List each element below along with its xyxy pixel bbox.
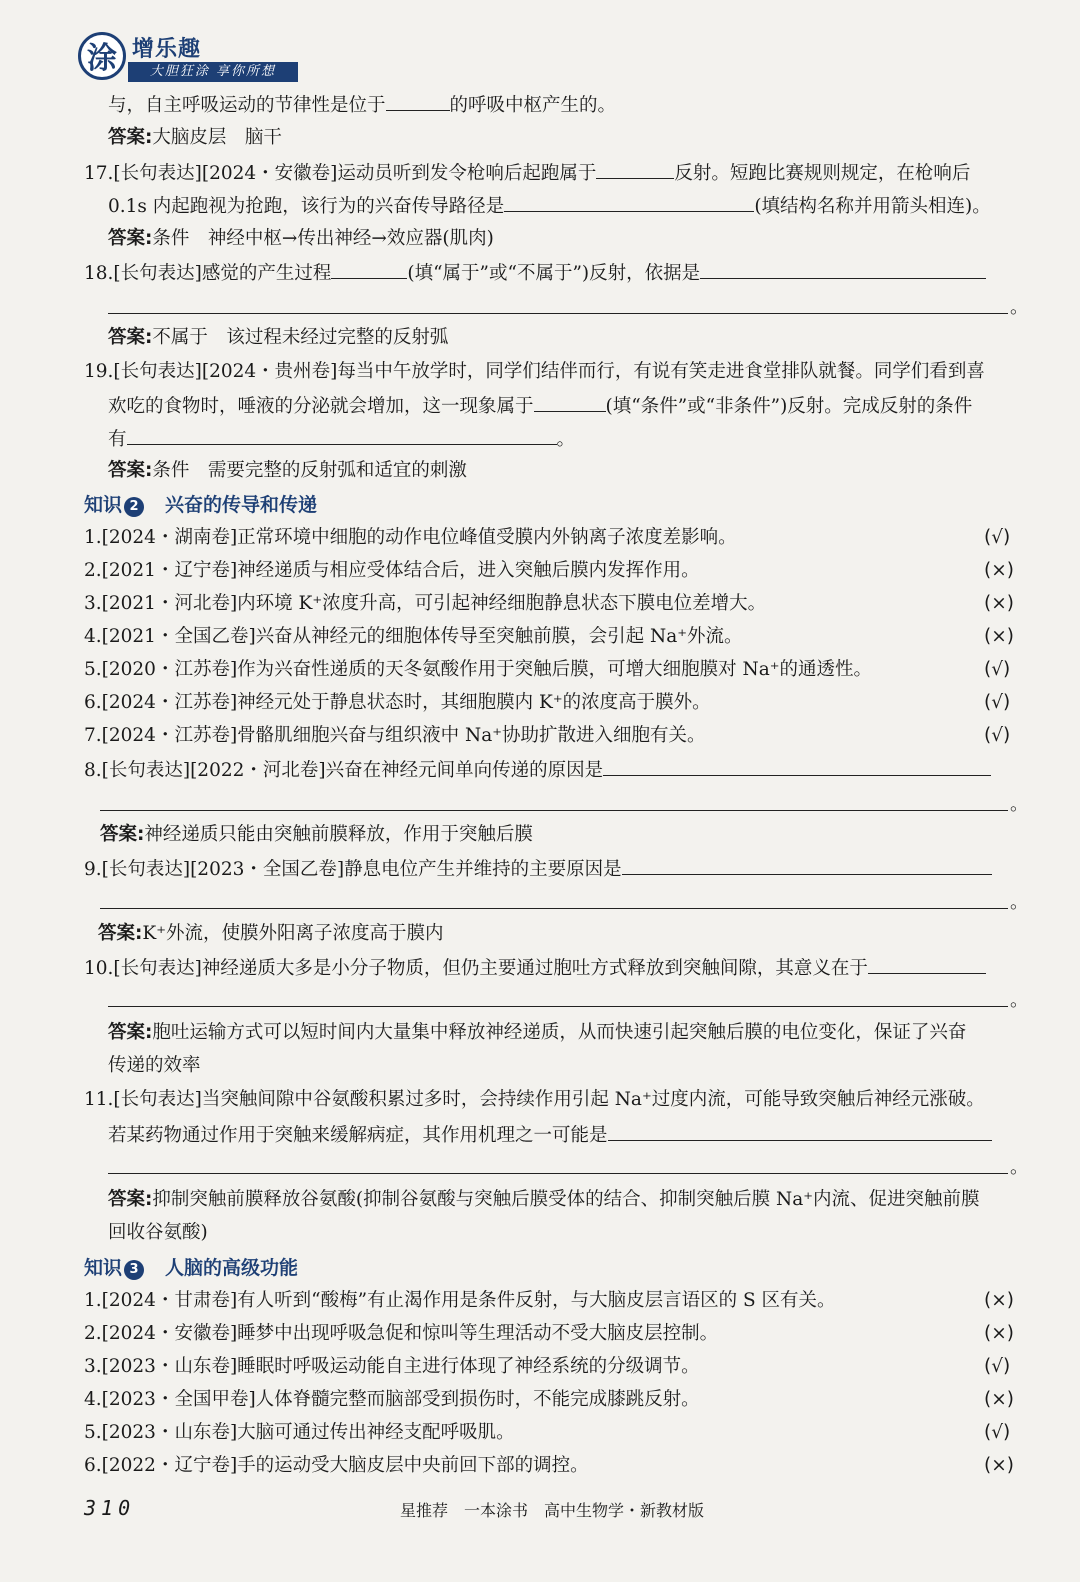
brand-logo (78, 30, 308, 86)
answer-10-line2 (108, 1054, 201, 1078)
judgement-mark: (√) (984, 1356, 1011, 1377)
period-mark: 。 (1010, 297, 1029, 318)
answer-10 (108, 1021, 966, 1045)
judgement-mark: (×) (984, 593, 1014, 614)
item-text: 5.[2023・山东卷]大脑可通过传出神经支配呼吸肌。 (84, 1422, 515, 1443)
question-18 (84, 260, 986, 286)
question-text: 18.[长句表达]感觉的产生过程 (84, 263, 332, 284)
answer-text: 条件 神经中枢→传出神经→效应器(肌肉) (152, 228, 494, 249)
judgement-mark: (×) (984, 560, 1014, 581)
judgement-item (84, 1421, 515, 1445)
question-text: 有 (108, 429, 127, 450)
section-title: 人脑的高级功能 (165, 1257, 299, 1279)
question-text: (填结构名称并用箭头相连)。 (754, 196, 991, 217)
answer-label: 答案: (108, 127, 153, 148)
section-number: 3 (124, 1260, 144, 1280)
judgement-item (84, 1355, 700, 1379)
judgement-item (84, 724, 706, 748)
answer-blank (386, 92, 450, 111)
answer-9 (98, 922, 444, 946)
logo-emblem: 涂 (78, 32, 126, 80)
judgement-mark: (√) (984, 527, 1011, 548)
answer-label: 答案: (108, 1022, 153, 1043)
question-text: 欢吃的食物时，唾液的分泌就会增加，这一现象属于 (108, 396, 534, 417)
section-prefix: 知识 (84, 494, 123, 516)
item-text: 6.[2024・江苏卷]神经元处于静息状态时，其细胞膜内 K⁺的浓度高于膜外。 (84, 692, 711, 713)
brand-slogan: 大胆狂涂 享你所想 (128, 62, 298, 82)
answer-label: 答案: (100, 824, 145, 845)
answer-blank (622, 856, 992, 875)
answer-label: 答案: (108, 460, 153, 481)
item-text: 3.[2021・河北卷]内环境 K⁺浓度升高，可引起神经细胞静息状态下膜电位差增大。 (84, 593, 767, 614)
question-text: 反射。短跑比赛规则规定，在枪响后 (674, 163, 971, 184)
answer-blank (534, 393, 606, 412)
question-text: (填“条件”或“非条件”)反射。完成反射的条件 (605, 396, 973, 417)
question-10 (84, 955, 986, 981)
item-text: 5.[2020・江苏卷]作为兴奋性递质的天冬氨酸作用于突触后膜，可增大细胞膜对 Na⁺的通透性。 (84, 659, 873, 680)
judgement-mark: (√) (984, 659, 1011, 680)
question-text: 若某药物通过作用于突触来缓解病症，其作用机理之一可能是 (108, 1125, 608, 1146)
item-text: 2.[2021・辽宁卷]神经递质与相应受体结合后，进入突触后膜内发挥作用。 (84, 560, 700, 581)
judgement-mark: (×) (984, 1323, 1014, 1344)
question-11-line2 (108, 1122, 992, 1148)
question-text: 与，自主呼吸运动的节律性是位于 (108, 95, 386, 116)
section-heading-3 (84, 1256, 298, 1280)
item-text: 6.[2022・辽宁卷]手的运动受大脑皮层中央前回下部的调控。 (84, 1455, 589, 1476)
answer-text: 传递的效率 (108, 1055, 201, 1076)
answer-11 (108, 1188, 980, 1212)
judgement-item (84, 658, 872, 682)
judgement-mark: (√) (984, 692, 1011, 713)
answer-16 (108, 126, 282, 150)
item-text: 2.[2024・安徽卷]睡梦中出现呼吸急促和惊叫等生理活动不受大脑皮层控制。 (84, 1323, 719, 1344)
item-text: 1.[2024・湖南卷]正常环境中细胞的动作电位峰值受膜内外钠离子浓度差影响。 (84, 527, 737, 548)
judgement-item (84, 1322, 718, 1346)
answer-blank (596, 160, 674, 179)
answer-text: 条件 需要完整的反射弧和适宜的刺激 (152, 460, 467, 481)
judgement-item (84, 559, 700, 583)
answer-blank (504, 193, 754, 212)
judgement-mark: (×) (984, 1455, 1014, 1476)
answer-label: 答案: (108, 228, 153, 249)
answer-line (100, 908, 1008, 909)
answer-line (108, 1173, 1008, 1174)
answer-text: 抑制突触前膜释放谷氨酸(抑制谷氨酸与突触后膜受体的结合、抑制突触后膜 Na⁺内流、促进突触前膜 (152, 1189, 980, 1210)
answer-blank (603, 757, 991, 776)
question-text: 17.[长句表达][2024・安徽卷]运动员听到发令枪响后起跑属于 (84, 163, 597, 184)
question-19-line2 (108, 393, 972, 419)
question-9 (84, 856, 992, 882)
question-17-line2 (108, 193, 991, 219)
page-number: 310 (84, 1496, 136, 1520)
judgement-item (84, 1388, 700, 1412)
judgement-item (84, 1454, 589, 1478)
judgement-mark: (√) (984, 1422, 1011, 1443)
answer-blank (127, 426, 557, 445)
item-text: 1.[2024・甘肃卷]有人听到“酸梅”有止渴作用是条件反射，与大脑皮层言语区的 S 区有关。 (84, 1290, 836, 1311)
question-8 (84, 757, 991, 783)
section-prefix: 知识 (84, 1257, 123, 1279)
judgement-item (84, 625, 743, 649)
period-mark: 。 (1010, 1157, 1029, 1178)
answer-text: 大脑皮层 脑干 (152, 127, 282, 148)
judgement-item (84, 526, 737, 550)
answer-blank (700, 260, 986, 279)
judgement-item (84, 1289, 836, 1313)
answer-line (100, 810, 1008, 811)
answer-8 (100, 823, 533, 847)
answer-19 (108, 459, 467, 483)
question-17 (84, 160, 970, 186)
question-text: 的呼吸中枢产生的。 (449, 95, 617, 116)
section-number: 2 (124, 497, 144, 517)
period-mark: 。 (1010, 794, 1029, 815)
answer-11-line2 (108, 1221, 208, 1245)
period-mark: 。 (1010, 892, 1029, 913)
question-text: 8.[长句表达][2022・河北卷]兴奋在神经元间单向传递的原因是 (84, 760, 604, 781)
question-11 (84, 1088, 985, 1112)
item-text: 4.[2023・全国甲卷]人体脊髓完整而脑部受到损伤时，不能完成膝跳反射。 (84, 1389, 700, 1410)
answer-18 (108, 326, 448, 350)
question-text: 9.[长句表达][2023・全国乙卷]静息电位产生并维持的主要原因是 (84, 859, 622, 880)
judgement-mark: (×) (984, 1290, 1014, 1311)
answer-text: 胞吐运输方式可以短时间内大量集中释放神经递质，从而快速引起突触后膜的电位变化，保证了兴奋 (152, 1022, 967, 1043)
judgement-mark: (×) (984, 626, 1014, 647)
question-text: 11.[长句表达]当突触间隙中谷氨酸积累过多时，会持续作用引起 Na⁺过度内流，可能导致突触后神经元涨破。 (84, 1089, 985, 1110)
answer-label: 答案: (98, 923, 143, 944)
answer-blank (868, 955, 986, 974)
judgement-item (84, 592, 766, 616)
judgement-mark: (×) (984, 1389, 1014, 1410)
answer-label: 答案: (108, 1189, 153, 1210)
question-text: 10.[长句表达]神经递质大多是小分子物质，但仍主要通过胞吐方式释放到突触间隙，其意义在于 (84, 958, 868, 979)
answer-text: 回收谷氨酸) (108, 1222, 208, 1243)
period-mark: 。 (1010, 990, 1029, 1011)
question-19 (84, 360, 985, 384)
item-text: 3.[2023・山东卷]睡眠时呼吸运动能自主进行体现了神经系统的分级调节。 (84, 1356, 700, 1377)
answer-text: 不属于 该过程未经过完整的反射弧 (152, 327, 449, 348)
section-heading-2 (84, 493, 317, 517)
judgement-mark: (√) (984, 725, 1011, 746)
question-text: (填“属于”或“不属于”)反射，依据是 (407, 263, 701, 284)
question-text: 19.[长句表达][2024・贵州卷]每当中午放学时，同学们结伴而行，有说有笑走进食堂排队就餐。同学们看到喜 (84, 361, 985, 382)
item-text: 7.[2024・江苏卷]骨骼肌细胞兴奋与组织液中 Na⁺协助扩散进入细胞有关。 (84, 725, 706, 746)
answer-label: 答案: (108, 327, 153, 348)
answer-text: 神经递质只能由突触前膜释放，作用于突触后膜 (144, 824, 533, 845)
answer-blank (608, 1122, 992, 1141)
item-text: 4.[2021・全国乙卷]兴奋从神经元的细胞体传导至突触前膜，会引起 Na⁺外流。 (84, 626, 743, 647)
brand-name: 增乐趣 (132, 37, 202, 62)
question-16-tail (108, 92, 616, 118)
answer-blank (331, 260, 407, 279)
section-title: 兴奋的传导和传递 (165, 494, 318, 516)
answer-17 (108, 227, 494, 251)
book-title: 星推荐 一本涂书 高中生物学・新教材版 (400, 1501, 705, 1520)
answer-text: K⁺外流，使膜外阳离子浓度高于膜内 (142, 923, 444, 944)
judgement-item (84, 691, 711, 715)
answer-line (108, 1006, 1008, 1007)
question-text: 0.1s 内起跑视为抢跑，该行为的兴奋传导路径是 (108, 196, 505, 217)
question-19-line3: 有 。 (108, 426, 575, 452)
answer-line (108, 313, 1008, 314)
